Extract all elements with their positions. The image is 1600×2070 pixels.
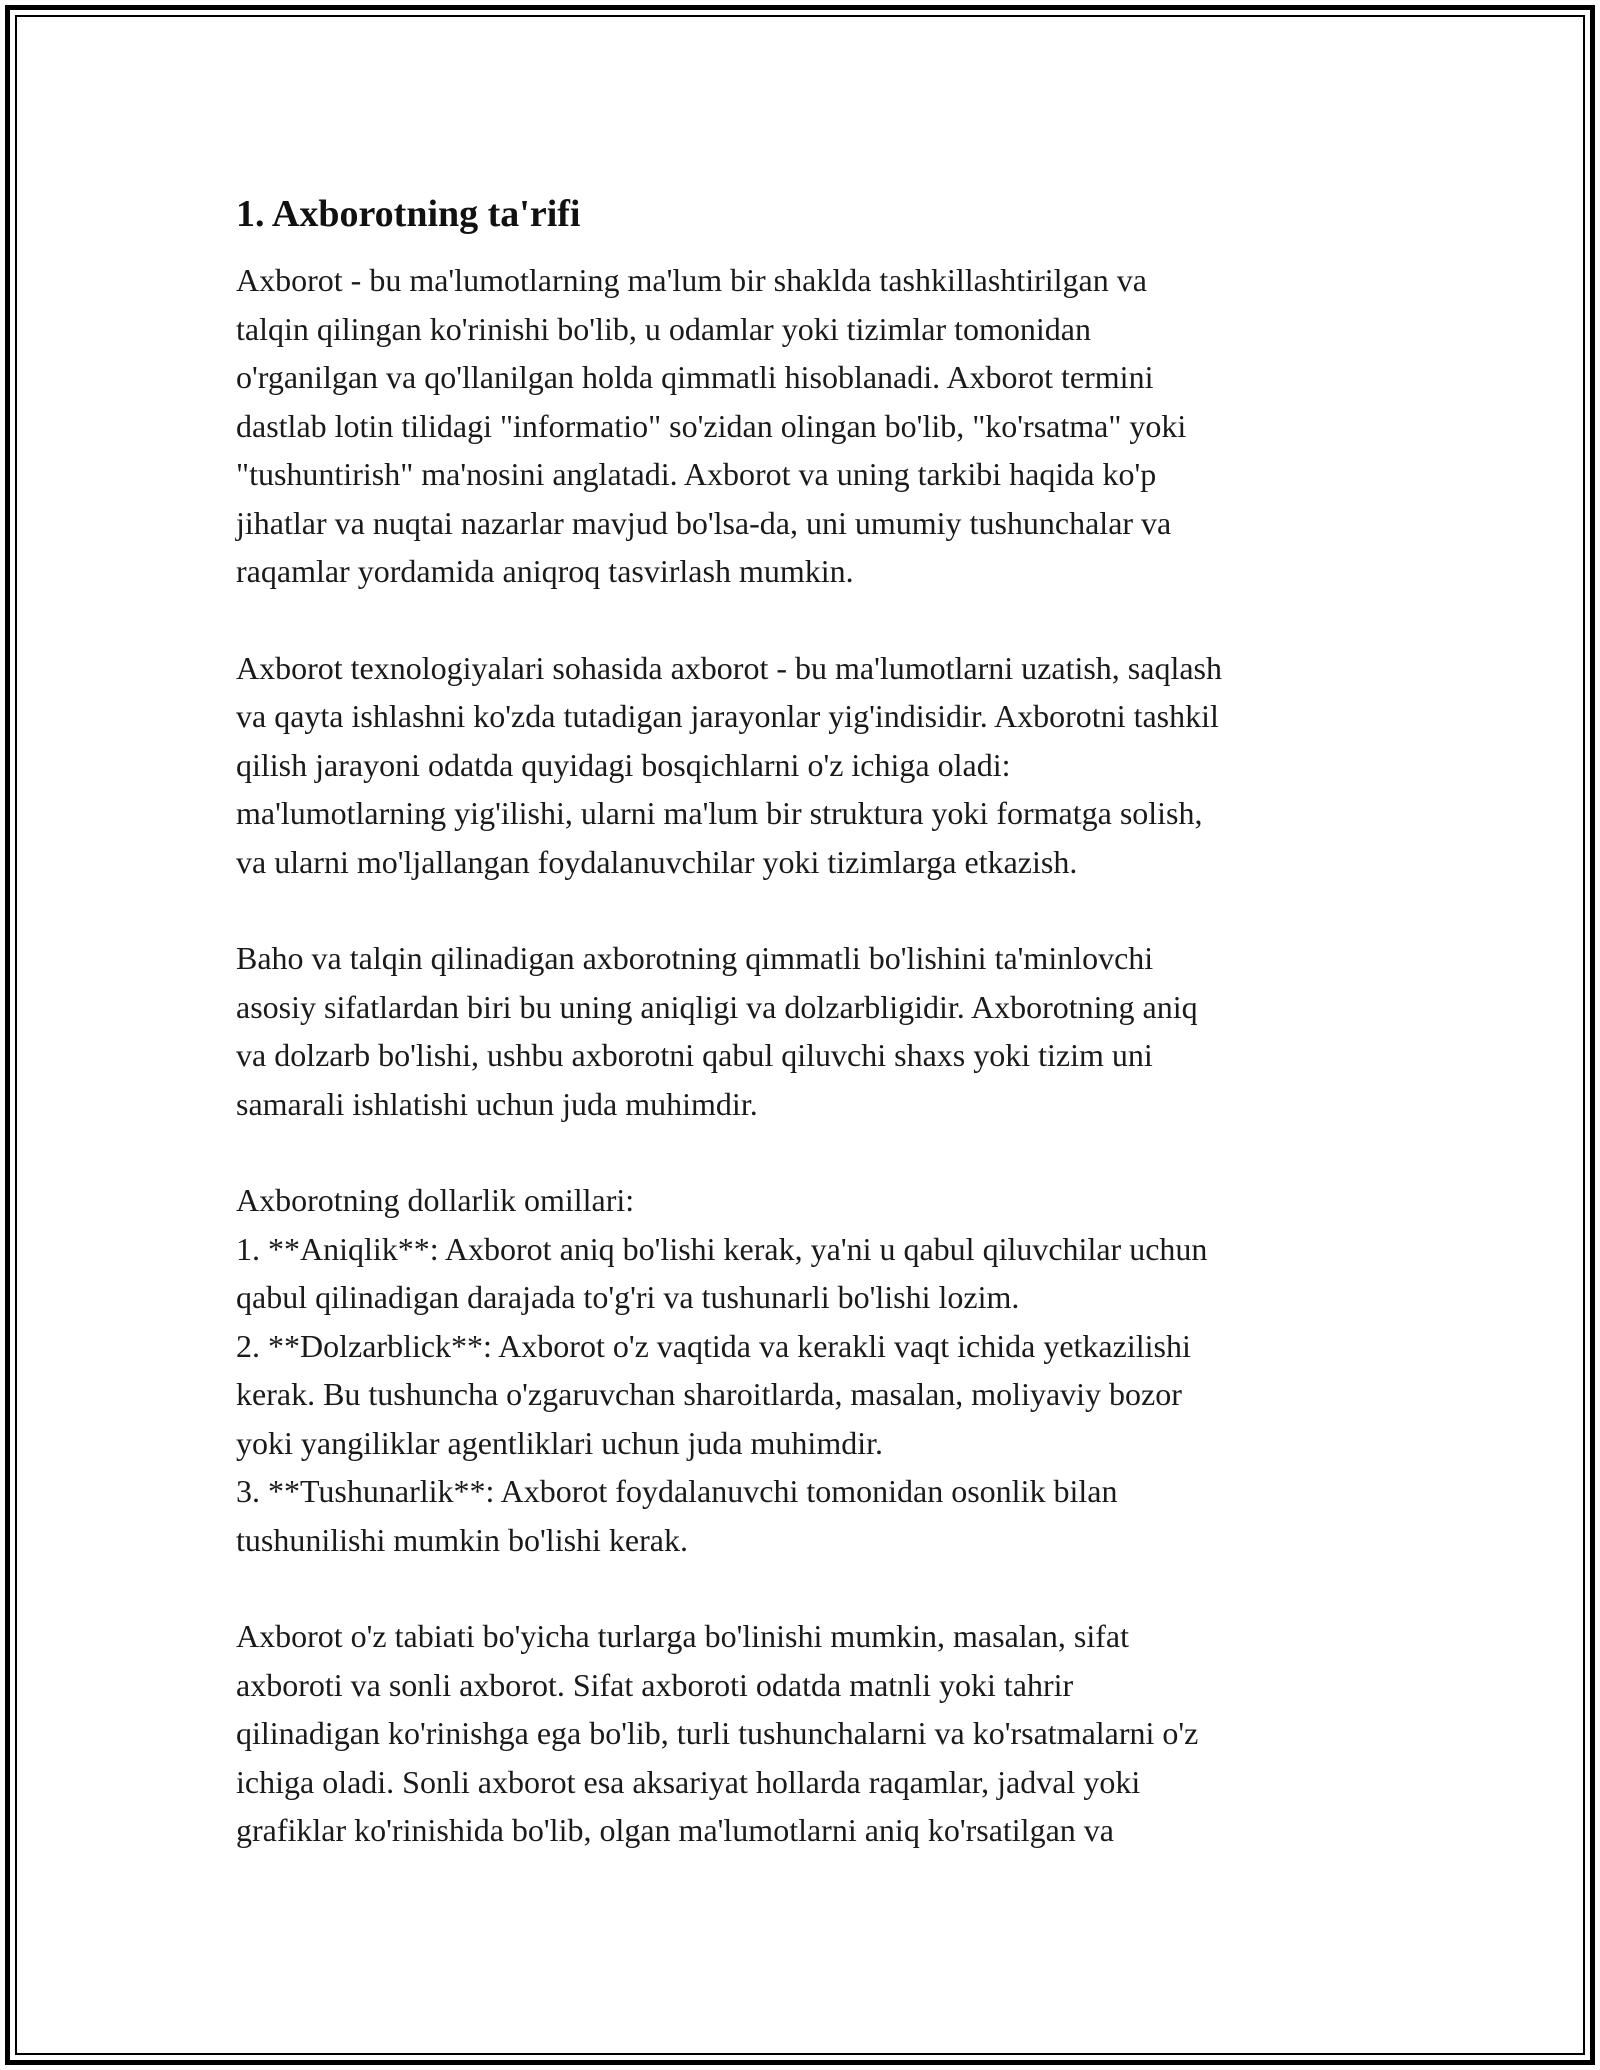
paragraph-types [236,1612,1386,1855]
text-line: ichiga oladi. Sonli axborot esa aksariyat hollarda raqamlar, jadval yoki [236,1763,1141,1800]
text-line: Axborot - bu ma'lumotlarning ma'lum bir shaklda tashkillashtirilgan va [236,262,1147,298]
text-line: Axborot o'z tabiati bo'yicha turlarga bo'linishi mumkin, masalan, sifat [236,1618,1129,1654]
paragraph-it-context [236,644,1386,887]
section-heading: 1. Axborotning ta'rifi [236,193,581,235]
paragraph-definition [236,256,1386,596]
text-line: ma'lumotlarning yig'ilishi, ularni ma'lum bir struktura yoki formatga solish, [236,795,1203,831]
list-item: 2. **Dolzarblick**: Axborot o'z vaqtida va kerakli vaqt ichida yetkazilishi [236,1327,1191,1364]
text-line: raqamlar yordamida aniqroq tasvirlash mumkin. [236,553,854,589]
text-line: Axborot texnologiyalari sohasida axborot - bu ma'lumotlarni uzatish, saqlash [236,649,1222,686]
list-item: 3. **Tushunarlik**: Axborot foydalanuvchi tomonidan osonlik bilan [236,1473,1118,1509]
paragraph-factors-list [236,1176,1386,1564]
text-line: Baho va talqin qilinadigan axborotning qimmatli bo'lishini ta'minlovchi [236,940,1154,976]
list-intro: Axborotning dollarlik omillari: [236,1182,635,1218]
text-line: qilish jarayoni odatda quyidagi bosqichlarni o'z ichiga oladi: [236,746,1011,783]
paragraph-quality [236,934,1386,1128]
text-line: qilinadigan ko'rinishga ega bo'lib, turli tushunchalarni va ko'rsatmalarni o'z [236,1715,1199,1751]
text-line: axboroti va sonli axborot. Sifat axboroti odatda matnli yoki tahrir [236,1666,1074,1703]
text-line: jihatlar va nuqtai nazarlar mavjud bo'lsa-da, uni umumiy tushunchalar va [236,504,1172,541]
text-line: asosiy sifatlardan biri bu uning aniqligi va dolzarbligidir. Axborotning aniq [236,988,1198,1025]
text-line: grafiklar ko'rinishida bo'lib, olgan ma'lumotlarni aniq ko'rsatilgan va [236,1812,1114,1848]
text-line: dastlab lotin tilidagi "informatio" so'zidan olingan bo'lib, "ko'rsatma" yoki [236,407,1187,444]
list-item-continuation: yoki yangiliklar agentliklari uchun juda muhimdir. [236,1424,883,1461]
text-line: va dolzarb bo'lishi, ushbu axborotni qabul qiluvchi shaxs yoki tizim uni [236,1037,1153,1073]
document-body [236,186,1386,1855]
text-line: samarali ishlatishi uchun juda muhimdir. [236,1085,758,1122]
list-item: 1. **Aniqlik**: Axborot aniq bo'lishi kerak, ya'ni u qabul qiluvchilar uchun [236,1230,1208,1267]
text-line: o'rganilgan va qo'llanilgan holda qimmatli hisoblanadi. Axborot termini [236,359,1154,395]
text-line: va ularni mo'ljallangan foydalanuvchilar yoki tizimlarga etkazish. [236,843,1078,880]
list-item-continuation: kerak. Bu tushuncha o'zgaruvchan sharoitlarda, masalan, moliyaviy bozor [236,1376,1182,1412]
list-item-continuation: qabul qilinadigan darajada to'g'ri va tushunarli bo'lishi lozim. [236,1279,1020,1315]
text-line: va qayta ishlashni ko'zda tutadigan jarayonlar yig'indisidir. Axborotni tashkil [236,698,1219,734]
text-line: talqin qilingan ko'rinishi bo'lib, u odamlar yoki tizimlar tomonidan [236,310,1091,347]
list-item-continuation: tushunilishi mumkin bo'lishi kerak. [236,1521,688,1558]
text-line: "tushuntirish" ma'nosini anglatadi. Axborot va uning tarkibi haqida ko'p [236,456,1157,492]
